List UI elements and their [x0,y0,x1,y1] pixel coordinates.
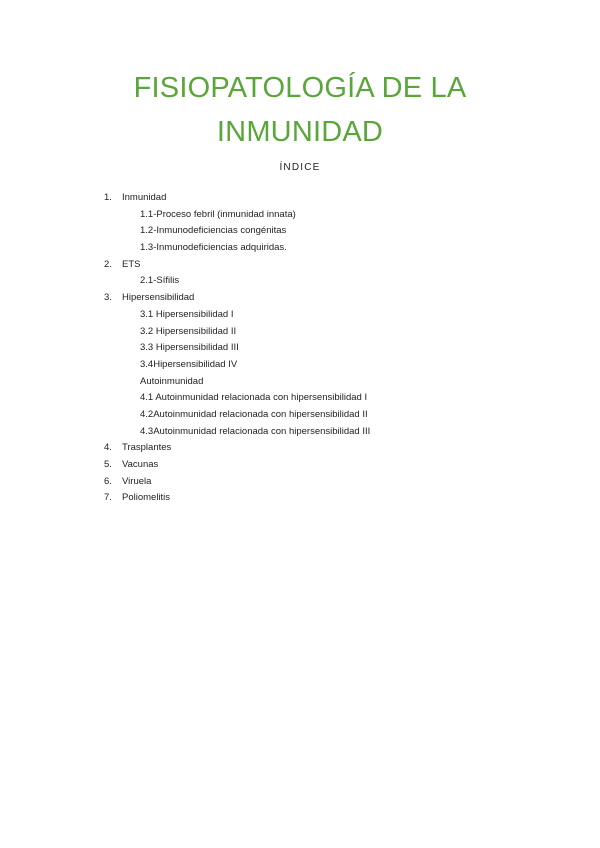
toc-entry-text: 4.2Autoinmunidad relacionada con hipersensibilidad II [140,408,368,420]
toc-entry-number: 2. [104,258,112,270]
toc-entry [104,407,524,424]
toc-entry-text: 1.3-Inmunodeficiencias adquiridas. [140,242,287,254]
toc-entry-text: 1.1-Proceso febril (inmunidad innata) [140,208,296,220]
toc-entry [104,490,524,507]
toc-entry [104,207,524,224]
index-heading: ÍNDICE [279,162,321,173]
toc-entry-text: Poliomelitis [122,492,171,504]
toc-entry-text: 3.1 Hipersensibilidad I [140,308,234,320]
toc-entry-text: Hipersensibilidad [122,292,195,304]
toc-entry-text: ETS [122,258,141,270]
toc-entry-number: 6. [104,475,112,487]
toc-entry [104,424,524,441]
toc-entry [104,290,524,307]
toc-entry [104,390,524,407]
toc-entry-text: 4.3Autoinmunidad relacionada con hipersensibilidad III [140,425,371,437]
toc-entry-text: 2.1-Sífilis [140,275,180,287]
toc-entry-text: Inmunidad [122,192,167,203]
toc-entry-text: 4.1 Autoinmunidad relacionada con hipersensibilidad I [140,392,368,404]
toc-entry [104,474,524,491]
toc-entry [104,440,524,457]
toc-entry-text: 3.3 Hipersensibilidad III [140,342,239,354]
toc-entry [104,324,524,341]
toc-entry [104,273,524,290]
toc-entry [104,257,524,274]
toc-entry [104,190,524,207]
toc-entry [104,223,524,240]
toc-entry-text: Viruela [122,475,152,487]
toc-entry [104,457,524,474]
toc-entry [104,374,524,391]
toc-entry [104,307,524,324]
toc-entry-text: Vacunas [122,459,159,470]
toc-entry-number: 5. [104,459,112,470]
toc-entry-text: Trasplantes [122,442,172,454]
toc-entry-number: 4. [104,442,112,454]
toc-entry [104,240,524,257]
toc-entry-number: 1. [104,192,112,203]
toc-entry-number: 3. [104,292,112,304]
toc-entry-number: 7. [104,492,112,504]
toc-entry [104,357,524,374]
document-title-line2: INMUNIDAD [216,116,384,148]
toc-entry-text: 3.4Hipersensibilidad IV [140,358,238,370]
document-title-line1: FISIOPATOLOGÍA DE LA [133,72,467,104]
toc-entry [104,340,524,357]
toc-entry-text: 3.2 Hipersensibilidad II [140,325,237,337]
toc-entry-text: 1.2-Inmunodeficiencias congénitas [140,225,287,237]
table-of-contents [104,190,524,507]
toc-entry-text: Autoinmunidad [140,375,204,387]
